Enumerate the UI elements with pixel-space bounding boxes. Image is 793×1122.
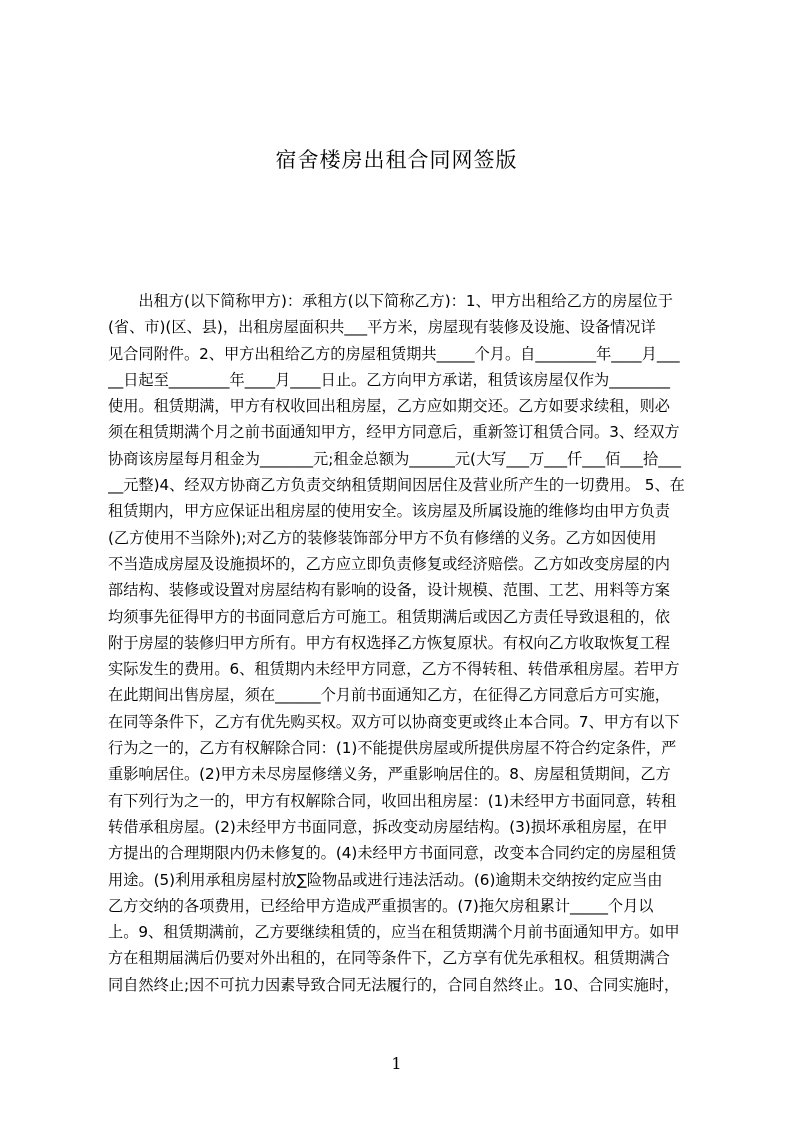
page-number: 1 <box>391 1054 402 1073</box>
body-line: 重影响居住。(2)甲方未尽房屋修缮义务，严重影响居住的。8、房屋租赁期间，乙方 <box>108 765 671 784</box>
body-line: 须在租赁期满个月之前书面通知甲方，经甲方同意后，重新签订租赁合同。3、经双方 <box>108 423 680 442</box>
body-line: __元整)4、经双方协商乙方负责交纳租赁期间因居住及营业所产生的一切费用。 5、在 <box>108 476 685 495</box>
body-line: 用途。(5)利用承租房屋村放∑险物品或进行违法活动。(6)逾期未交纳按约定应当由 <box>108 870 663 889</box>
body-line: 使用。租赁期满，甲方有权收回出租房屋，乙方应如期交还。乙方如要求续租，则必 <box>108 397 670 416</box>
body-line: 方在租期届满后仍要对外出租的，在同等条件下，乙方享有优先承租权。租赁期满合 <box>108 949 670 968</box>
body-line: 协商该房屋每月租金为_______元;租金总额为______元(大写___万___仟___佰___拾___ <box>108 449 681 468</box>
body-line: 在此期间出售房屋，须在______个月前书面通知乙方，在征得乙方同意后方可实施， <box>108 686 670 705</box>
body-line: 在同等条件下，乙方有优先购买权。双方可以协商变更或终止本合同。7、甲方有以下 <box>108 712 680 731</box>
body-line: (乙方使用不当除外);对乙方的装修装饰部分甲方不负有修缮的义务。乙方如因使用 <box>108 528 657 547</box>
body-line: __日起至________年____月____日止。乙方向甲方承诺，租赁该房屋仅作为________ <box>108 370 670 389</box>
body-line: 行为之一的，乙方有权解除合同：(1)不能提供房屋或所提供房屋不符合约定条件，严 <box>108 739 677 758</box>
body-line: 不当造成房屋及设施损坏的，乙方应立即负责修复或经济赔偿。乙方如改变房屋的内 <box>108 554 670 573</box>
body-line: 租赁期内，甲方应保证出租房屋的使用安全。该房屋及所属设施的维修均由甲方负责 <box>108 502 670 521</box>
contract-body <box>108 288 708 998</box>
body-line: 实际发生的费用。6、租赁期内未经甲方同意，乙方不得转租、转借承租房屋。若甲方 <box>108 660 680 679</box>
body-line: 同自然终止;因不可抗力因素导致合同无法履行的，合同自然终止。10、合同实施时， <box>108 975 680 994</box>
body-line: 乙方交纳的各项费用，已经给甲方造成严重损害的。(7)拖欠房租累计_____个月以 <box>108 896 654 915</box>
body-line: 出租方(以下简称甲方)：承租方(以下简称乙方)：1、甲方出租给乙方的房屋位于 <box>108 292 673 310</box>
body-line: 转借承租房屋。(2)未经甲方书面同意，拆改变动房屋结构。(3)损坏承租房屋，在甲 <box>108 817 668 836</box>
body-line: 部结构、装修或设置对房屋结构有影响的设备，设计规模、范围、工艺、用料等方案 <box>108 581 670 600</box>
body-line: 方提出的合理期限内仍未修复的。(4)未经甲方书面同意，改变本合同约定的房屋租赁 <box>108 844 677 863</box>
body-line: 附于房屋的装修归甲方所有。甲方有权选择乙方恢复原状。有权向乙方收取恢复工程 <box>108 633 670 652</box>
document-title: 宿舍楼房出租合同网签版 <box>275 148 518 172</box>
body-line: 见合同附件。2、甲方出租给乙方的房屋租赁期共_____个月。自________年____月___ <box>108 344 680 363</box>
body-line: (省、市)(区、县)，出租房屋面积共___平方米，房屋现有装修及设施、设备情况详 <box>108 318 656 337</box>
body-line: 上。9、租赁期满前，乙方要继续租赁的，应当在租赁期满个月前书面通知甲方。如甲 <box>108 923 680 942</box>
body-line: 均须事先征得甲方的书面同意后方可施工。租赁期满后或因乙方责任导致退租的，依 <box>108 607 670 626</box>
body-line: 有下列行为之一的，甲方有权解除合同，收回出租房屋：(1)未经甲方书面同意，转租 <box>108 791 677 810</box>
